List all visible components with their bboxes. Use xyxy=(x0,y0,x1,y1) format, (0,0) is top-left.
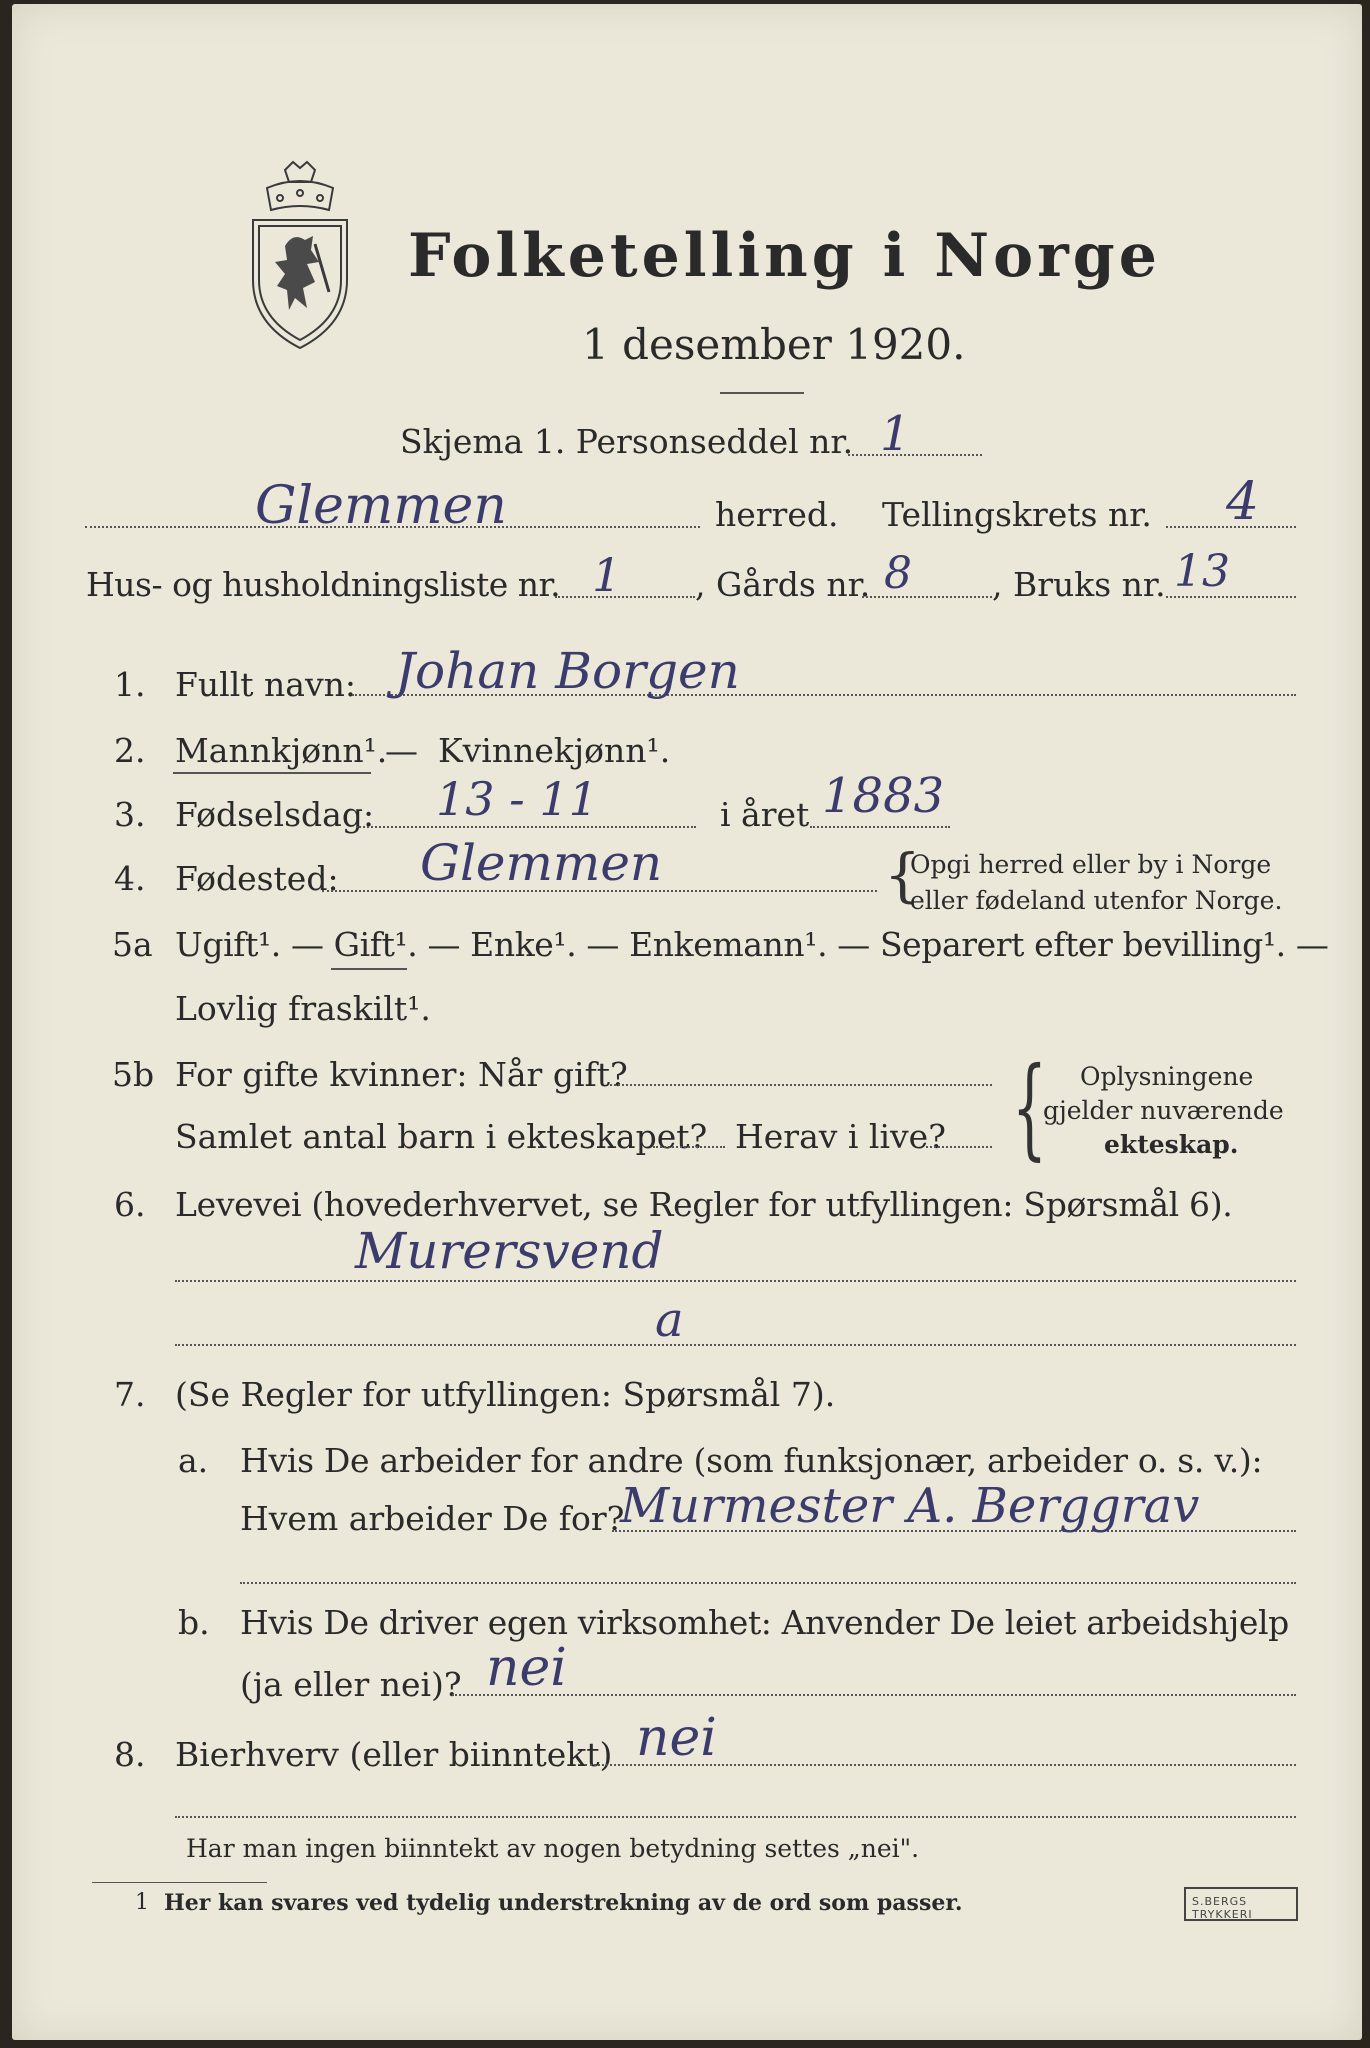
gards-dotted-line xyxy=(862,596,992,598)
q5b-alive-label: Herav i live? xyxy=(735,1117,946,1156)
q3-year-value: 1883 xyxy=(822,768,945,824)
q7b-line2: (ja eller nei)? xyxy=(240,1665,462,1704)
q1-label: Fullt navn: xyxy=(175,665,356,704)
bruks-nr-value: 13 xyxy=(1174,546,1230,597)
herred-value: Glemmen xyxy=(255,476,507,536)
q8-dotted-line-2 xyxy=(175,1816,1296,1818)
q7b-dotted-line xyxy=(452,1694,1296,1696)
q7a-line2: Hvem arbeider De for? xyxy=(240,1499,625,1538)
q1-full-name-value: Johan Borgen xyxy=(395,642,740,700)
q7b-answer-value: nei xyxy=(486,1638,567,1698)
form-title: Folketelling i Norge xyxy=(408,221,1161,291)
tellingskrets-nr-value: 4 xyxy=(1226,472,1260,532)
q3-label: Fødselsdag: xyxy=(175,795,375,834)
q6-number: 6. xyxy=(114,1185,146,1224)
q4-birthplace-value: Glemmen xyxy=(420,834,663,892)
q5b-when-married-label: For gifte kvinner: Når gift? xyxy=(175,1055,628,1094)
q5a-options-line2: Lovlig fraskilt¹. xyxy=(175,989,431,1028)
q4-number: 4. xyxy=(114,859,146,898)
q5a-number: 5a xyxy=(112,925,153,964)
printer-stamp-text: S.BERGS TRYKKERI xyxy=(1192,1895,1253,1921)
printer-stamp xyxy=(1184,1887,1298,1921)
q6-occupation-value: Murersvend xyxy=(355,1222,664,1280)
q2-male-option: Mannkjønn¹. xyxy=(175,731,388,770)
husliste-nr-value: 1 xyxy=(592,548,622,602)
q5b-when-married-dotted-line xyxy=(610,1084,992,1086)
personseddel-dotted-line xyxy=(848,454,982,456)
herred-label: herred. xyxy=(715,495,839,534)
q5b-note-line1: Oplysningene xyxy=(1080,1062,1254,1091)
q2-number: 2. xyxy=(114,731,146,770)
q8-side-income-value: nei xyxy=(636,1708,717,1768)
q5b-children-label: Samlet antal barn i ekteskapet? xyxy=(175,1117,708,1156)
q5b-children-dotted-line xyxy=(653,1146,725,1148)
q5b-note-line2: gjelder nuværende xyxy=(1043,1096,1284,1125)
q6-occupation-value-2: a xyxy=(655,1292,684,1348)
norwegian-coat-of-arms-icon xyxy=(245,158,355,353)
q5b-alive-dotted-line xyxy=(926,1146,992,1148)
q3-year-label: i året xyxy=(720,795,810,834)
q4-note-line1: Opgi herred eller by i Norge xyxy=(910,850,1272,879)
q5b-number: 5b xyxy=(112,1055,155,1094)
footnote-number: 1 xyxy=(135,1890,149,1915)
tellingskrets-label: Tellingskrets nr. xyxy=(882,495,1152,534)
q3-birthdate-value: 13 - 11 xyxy=(436,772,598,826)
husliste-label: Hus- og husholdningsliste nr. xyxy=(86,565,561,604)
bruks-label: , Bruks nr. xyxy=(992,565,1166,604)
footnote-text: Her kan svares ved tydelig understrekning av de ord som passer. xyxy=(164,1890,963,1916)
q4-note-line2: eller fødeland utenfor Norge. xyxy=(910,886,1283,915)
q1-number: 1. xyxy=(114,665,146,704)
q3-dotted-line xyxy=(356,826,696,828)
q3-number: 3. xyxy=(114,795,146,834)
q3-year-dotted-line xyxy=(810,826,950,828)
q2-female-option: Kvinnekjønn¹. xyxy=(438,731,671,770)
footnote-rule xyxy=(92,1882,267,1883)
footer-note: Har man ingen biinntekt av nogen betydning settes „nei". xyxy=(186,1834,920,1863)
q6-dotted-line-1 xyxy=(175,1280,1296,1282)
q6-label: Levevei (hovederhvervet, se Regler for utfyllingen: Spørsmål 6). xyxy=(175,1185,1233,1224)
gards-nr-value: 8 xyxy=(884,548,912,599)
q2-male-underline xyxy=(173,772,371,774)
title-rule xyxy=(720,392,804,394)
q8-label: Bierhverv (eller biinntekt) xyxy=(175,1735,613,1774)
q4-note-brace: { xyxy=(884,841,921,909)
q7a-dotted-line-2 xyxy=(240,1582,1296,1584)
q2-separator: — xyxy=(385,731,418,770)
personseddel-nr-value: 1 xyxy=(880,406,911,462)
q7b-letter: b. xyxy=(178,1603,210,1642)
q7a-employer-value: Murmester A. Berggrav xyxy=(620,1478,1200,1534)
q8-number: 8. xyxy=(114,1735,146,1774)
q5b-note-brace: { xyxy=(1012,1043,1047,1171)
q6-dotted-line-2 xyxy=(175,1344,1296,1346)
q7a-letter: a. xyxy=(178,1441,209,1480)
q7a-line1: Hvis De arbeider for andre (som funksjonær, arbeider o. s. v.): xyxy=(240,1441,1263,1480)
q5a-gift-underline xyxy=(331,968,407,970)
gards-label: , Gårds nr. xyxy=(695,565,871,604)
q7-number: 7. xyxy=(114,1375,146,1414)
census-date: 1 desember 1920. xyxy=(582,320,966,369)
skjema-label: Skjema 1. Personseddel nr. xyxy=(400,422,854,461)
husliste-dotted-line xyxy=(555,596,695,598)
q5a-options-line1: Ugift¹. — Gift¹. — Enke¹. — Enkemann¹. — Separert efter bevilling¹. — xyxy=(175,925,1329,964)
q7-label: (Se Regler for utfyllingen: Spørsmål 7). xyxy=(175,1375,836,1414)
q7b-line1: Hvis De driver egen virksomhet: Anvender De leiet arbeidshjelp xyxy=(240,1603,1289,1642)
q4-label: Fødested: xyxy=(175,859,339,898)
q5b-note-line3: ekteskap. xyxy=(1104,1130,1239,1159)
